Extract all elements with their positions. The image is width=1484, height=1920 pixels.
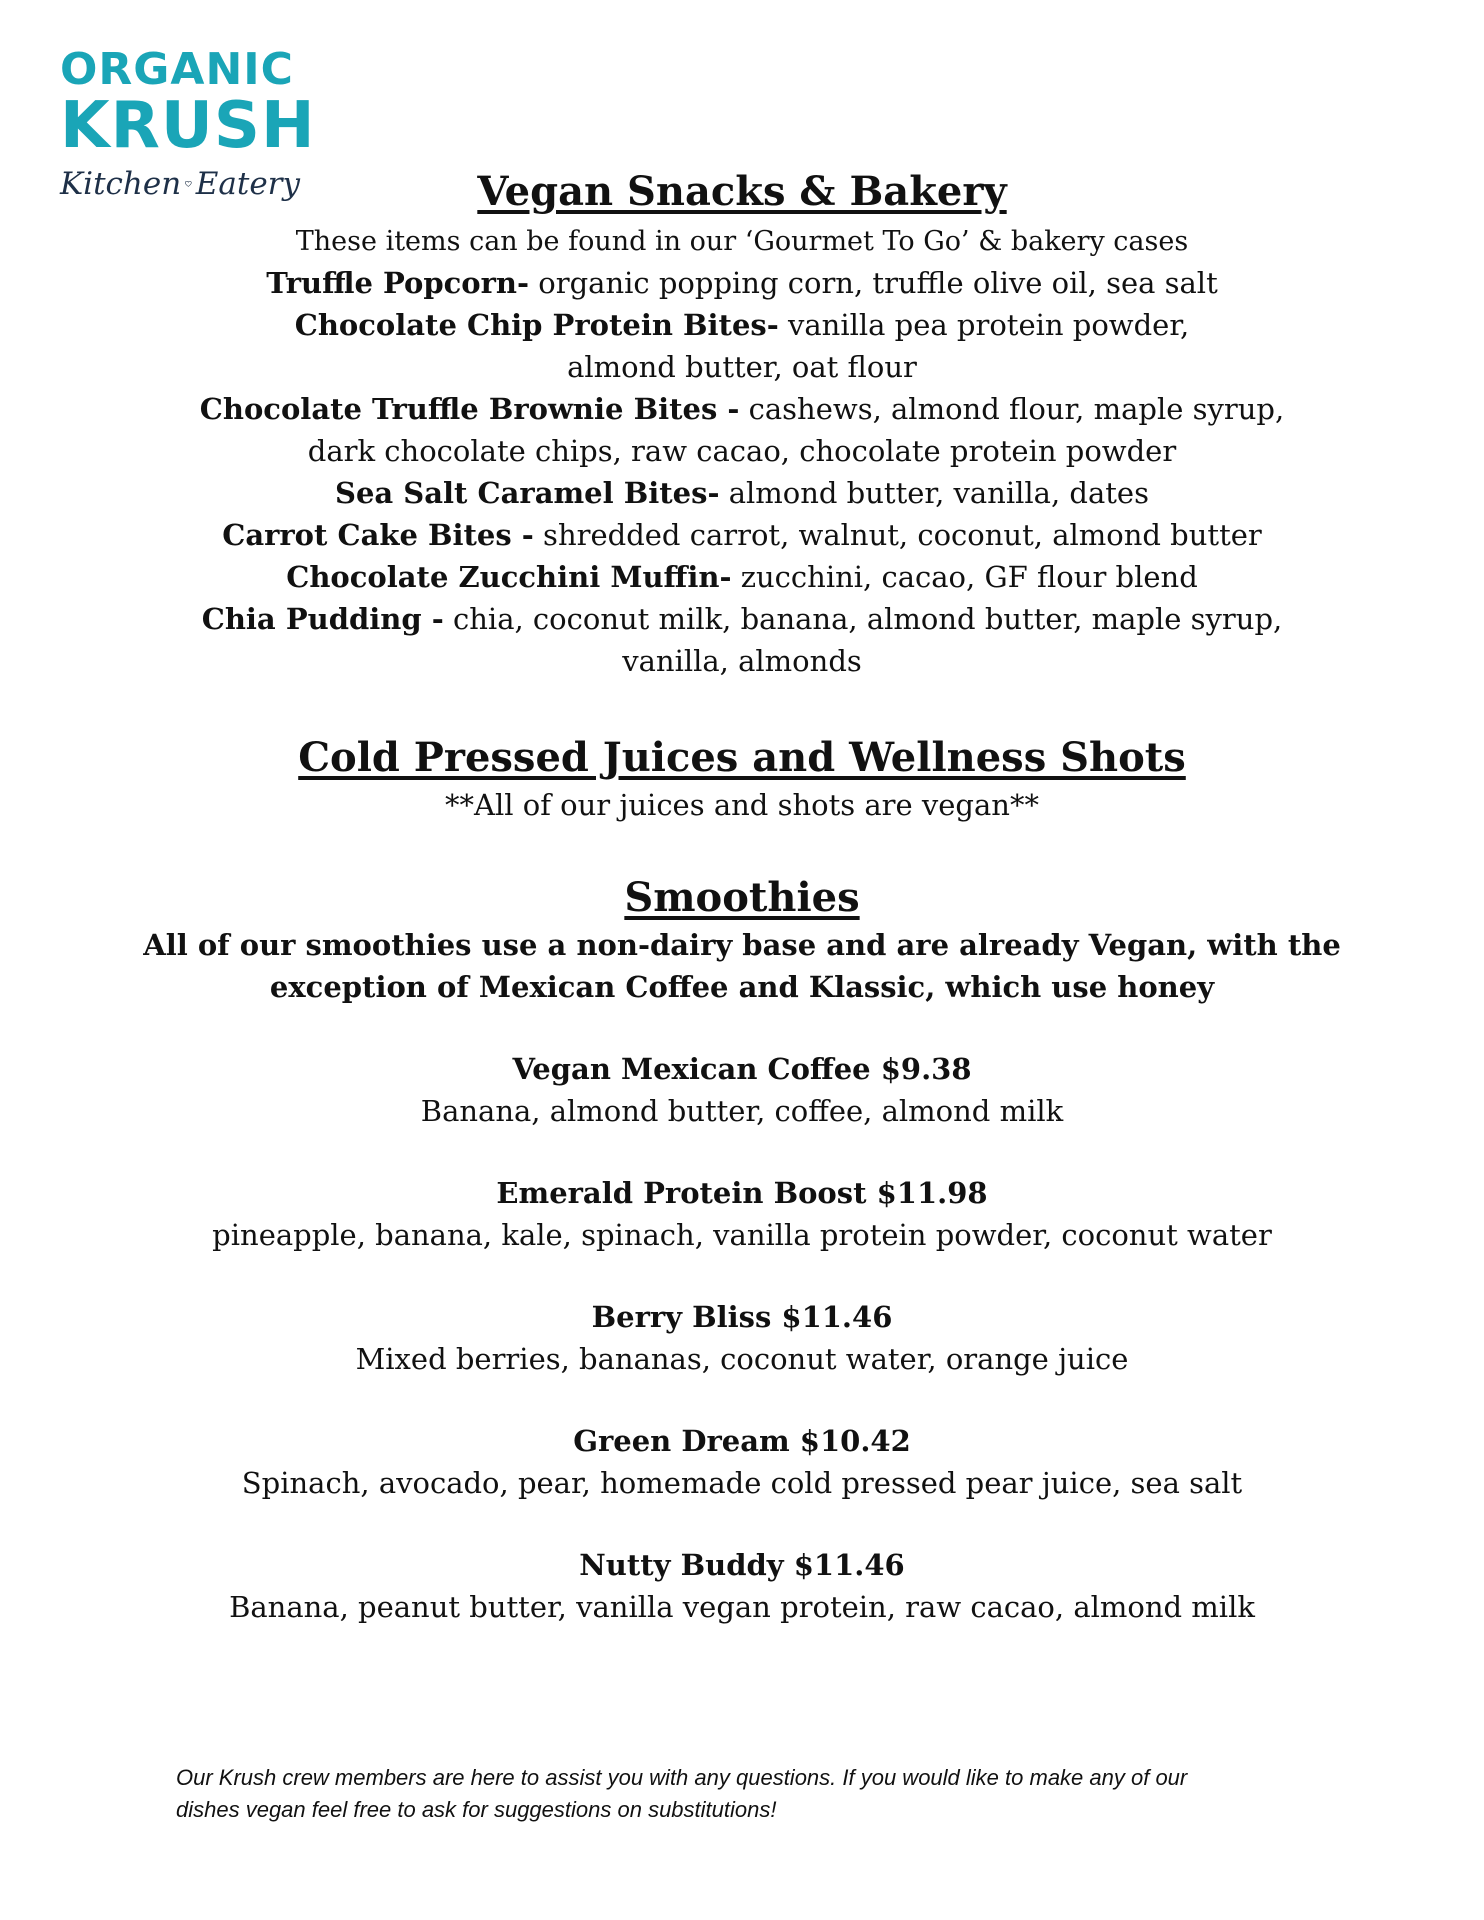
snack-name: Truffle Popcorn- <box>266 266 530 300</box>
smoothies-heading: Smoothies <box>624 874 860 921</box>
smoothie-item <box>0 1048 1484 1132</box>
snack-desc-continued: dark chocolate chips, raw cacao, chocolate protein powder <box>307 434 1177 468</box>
juices-note: **All of our juices and shots are vegan** <box>445 788 1039 822</box>
smoothie-title: Vegan Mexican Coffee $9.38 <box>512 1052 972 1086</box>
juices-heading: Cold Pressed Juices and Wellness Shots <box>298 734 1186 781</box>
snack-desc: shredded carrot, walnut, coconut, almond butter <box>533 518 1262 552</box>
snack-desc: organic popping corn, truffle olive oil, sea salt <box>529 266 1218 300</box>
snack-item <box>0 556 1484 598</box>
smoothie-desc: Spinach, avocado, pear, homemade cold pressed pear juice, sea salt <box>241 1466 1243 1500</box>
smoothie-desc: Banana, peanut butter, vanilla vegan protein, raw cacao, almond milk <box>229 1590 1255 1624</box>
snack-desc: vanilla pea protein powder, <box>778 308 1190 342</box>
smoothie-title: Green Dream $10.42 <box>573 1424 911 1458</box>
snack-name: Sea Salt Caramel Bites- <box>335 476 720 510</box>
smoothie-title: Berry Bliss $11.46 <box>591 1300 893 1334</box>
snack-desc-continued: almond butter, oat flour <box>567 350 917 384</box>
snack-desc: cashews, almond flour, maple syrup, <box>739 392 1285 426</box>
smoothie-item <box>0 1296 1484 1380</box>
footer-line: dishes vegan feel free to ask for suggestions on substitutions! <box>176 1797 777 1822</box>
logo-organic-text: ORGANIC <box>60 44 294 95</box>
snack-item <box>0 388 1484 430</box>
smoothies-note-continued: exception of Mexican Coffee and Klassic, which use honey <box>269 970 1215 1004</box>
snack-name: Chocolate Zucchini Muffin- <box>286 560 732 594</box>
snacks-section <box>0 168 1484 682</box>
snacks-subtitle: These items can be found in our ‘Gourmet To Go’ & bakery cases <box>295 226 1189 257</box>
footer-line: Our Krush crew members are here to assist you with any questions. If you would like to make any of our <box>176 1765 1188 1790</box>
logo-krush-text: KRUSH <box>60 89 316 163</box>
smoothie-title: Emerald Protein Boost $11.98 <box>496 1176 988 1210</box>
snack-name: Chocolate Chip Protein Bites- <box>294 308 779 342</box>
snack-name: Chocolate Truffle Brownie Bites - <box>199 392 740 426</box>
smoothie-desc: Banana, almond butter, coffee, almond milk <box>420 1094 1064 1128</box>
snack-item <box>0 514 1484 556</box>
logo-tagline-kitchen: Kitchen <box>60 166 182 202</box>
smoothie-item <box>0 1172 1484 1256</box>
juices-section <box>0 734 1484 826</box>
snack-item <box>0 304 1484 346</box>
snacks-heading: Vegan Snacks & Bakery <box>477 168 1007 215</box>
footer-note <box>176 1762 1356 1826</box>
snack-desc: almond butter, vanilla, dates <box>719 476 1149 510</box>
snack-name: Chia Pudding - <box>201 602 444 636</box>
logo-tagline-eatery: Eatery <box>195 166 300 202</box>
snack-name: Carrot Cake Bites - <box>222 518 534 552</box>
snack-desc: chia, coconut milk, banana, almond butter, maple syrup, <box>443 602 1283 636</box>
smoothie-desc: pineapple, banana, kale, spinach, vanilla protein powder, coconut water <box>212 1218 1272 1252</box>
smoothie-desc: Mixed berries, bananas, coconut water, orange juice <box>355 1342 1129 1376</box>
snack-item <box>0 472 1484 514</box>
menu-content <box>0 168 1484 1628</box>
smoothies-section <box>0 874 1484 1628</box>
smoothie-title: Nutty Buddy $11.46 <box>579 1548 905 1582</box>
smoothie-item <box>0 1544 1484 1628</box>
snack-item <box>0 598 1484 640</box>
smoothie-item <box>0 1420 1484 1504</box>
snack-desc-continued: vanilla, almonds <box>622 644 862 678</box>
smoothies-note: All of our smoothies use a non-dairy base and are already Vegan, with the <box>143 928 1341 962</box>
snack-desc: zucchini, cacao, GF flour blend <box>731 560 1198 594</box>
snack-item <box>0 262 1484 304</box>
